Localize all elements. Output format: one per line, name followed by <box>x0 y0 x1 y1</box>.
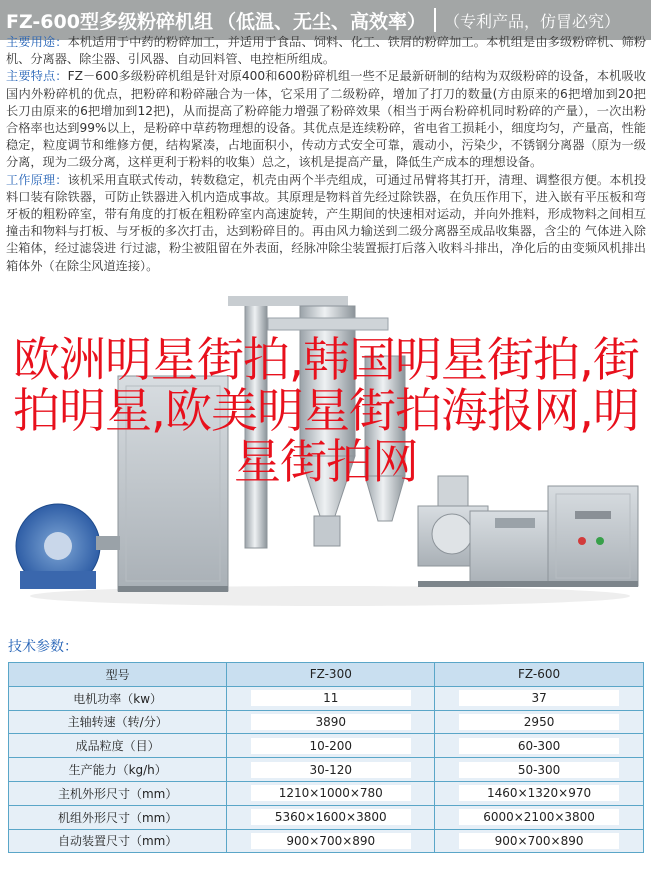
header-fz300: FZ-300 <box>227 663 435 687</box>
row-value-fz300: 5360×1600×3800 <box>251 809 411 825</box>
row-value-fz600: 900×700×890 <box>459 833 619 849</box>
row-value-fz300: 10-200 <box>251 738 411 754</box>
usage-label: 主要用途： <box>6 35 68 49</box>
features-paragraph <box>6 68 646 171</box>
row-value-fz300: 30-120 <box>251 762 411 778</box>
table-row <box>9 734 644 758</box>
usage-paragraph <box>6 34 646 68</box>
row-value-fz600: 50-300 <box>459 762 619 778</box>
table-row <box>9 805 644 829</box>
row-label: 电机功率（kw） <box>9 686 227 710</box>
principle-text: 该机采用直联式传动，转数稳定，机壳由两个半壳组成，可通过吊臂将其打开，清理、调整很方便。本机投料口装有除铁器，可防止铁器进入机内造成事故。其原理是物料首先经过除铁器，在负压作用下，进入嵌有平压板和弯牙板的粗粉碎室，带有角度的打板在粗粉碎室内高速旋转，产生期间的快速相对运动，并向外推料，形成物料之间相互撞击和物料与打板、与牙板的多次打击，达到粉碎目的。再由风力输送到二级分离器至成品收集器，含尘的 气体进入除尘箱体，经过滤袋进 行过滤，粉尘被阻留在外表面，经脉冲除尘装置振打后落入收料斗排出，净化后的由变频风机排出箱体外（在除尘风道连接）。 <box>6 172 647 273</box>
principle-label: 工作原理： <box>6 172 68 187</box>
overlay-keywords: 欧洲明星街拍,韩国明星街拍,街拍明星,欧美明星街拍海报网,明星街拍网 <box>13 333 639 490</box>
product-title <box>6 7 430 34</box>
spec-table <box>8 662 644 853</box>
row-label: 成品粒度（目） <box>9 734 227 758</box>
features-text: FZ－600多级粉碎机组是针对原400和600粉碎机组一些不足最新研制的结构为双级粉碎的设备，本机吸收国内外粉碎机的优点，把粉碎和粉碎融合为一体，它采用了二级粉碎，增加了打刀的数量(方由原来的6把增加到20把 长刀由原来的6把增加到12把)，从而提高了粉碎能力增强了粉碎效果（相当于两台粉碎机同时粉碎的产量），一次出粉合格率也达到99%以上，是粉碎中草药物理想的设备。其优点是连续粉碎，省电省工损耗小，细度均匀，产量高，性能稳定，粒度调节和维修方便，结构紧凑，占地面积小，传动方式安全可靠，震动小，污染少，不锈钢分离器（原为一级分离，现为二级分离，这样更利于粉料的收集）总之，该机是提高产量，降低生产成本的理想设备。 <box>6 69 646 170</box>
row-label: 主轴转速（转/分） <box>9 710 227 734</box>
row-value-fz600: 37 <box>459 690 619 706</box>
row-value-fz600: 6000×2100×3800 <box>459 809 619 825</box>
table-row <box>9 758 644 782</box>
header-fz600: FZ-600 <box>435 663 644 687</box>
table-row <box>9 781 644 805</box>
header-divider <box>434 8 436 32</box>
table-row <box>9 686 644 710</box>
row-value-fz300: 900×700×890 <box>251 833 411 849</box>
row-label: 主机外形尺寸（mm） <box>9 781 227 805</box>
spec-header-row <box>9 663 644 687</box>
principle-paragraph <box>6 172 646 275</box>
row-label: 自动装置尺寸（mm） <box>9 829 227 853</box>
row-label: 机组外形尺寸（mm） <box>9 805 227 829</box>
patent-notice: （专利产品，仿冒必究） <box>444 12 621 31</box>
features-label: 主要特点： <box>6 69 68 84</box>
table-row <box>9 710 644 734</box>
table-row <box>9 829 644 853</box>
header-model: 型号 <box>9 663 227 687</box>
row-value-fz600: 2950 <box>459 714 619 730</box>
tech-params-title: 技术参数： <box>8 639 78 655</box>
title-model: FZ-600型多级粉碎机组 <box>6 11 213 33</box>
row-value-fz600: 60-300 <box>459 738 619 754</box>
row-label: 生产能力（kg/h） <box>9 758 227 782</box>
product-description <box>6 34 646 275</box>
row-value-fz300: 3890 <box>251 714 411 730</box>
usage-text: 本机适用于中药的粉碎加工，并适用于食品、饲料、化工、铁屑的粉碎加工。本机组是由多级粉碎机、筛粉机、分离器、除尘器、引风器、自动回料管、电控柜所组成。 <box>6 35 647 67</box>
title-features: （低温、无尘、高效率） <box>216 11 426 33</box>
row-value-fz300: 11 <box>251 690 411 706</box>
row-value-fz600: 1460×1320×970 <box>459 785 619 801</box>
row-value-fz300: 1210×1000×780 <box>251 785 411 801</box>
